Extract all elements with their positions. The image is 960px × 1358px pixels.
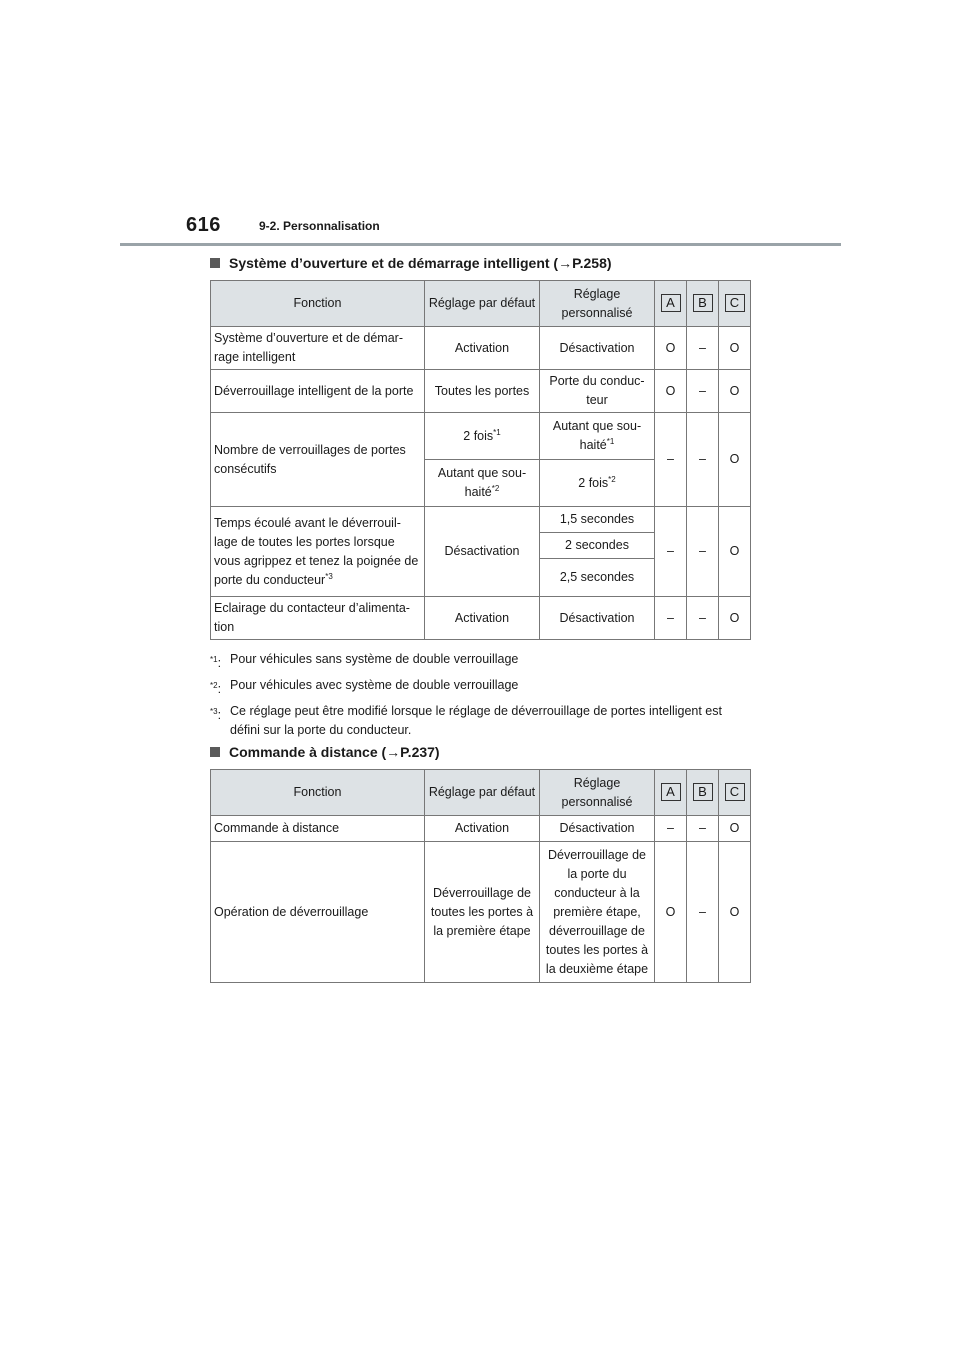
table-row — [211, 816, 751, 842]
cell-custom-text: Autant que sou-haité — [552, 419, 642, 452]
cell-c: O — [719, 370, 751, 413]
table-row — [211, 370, 751, 413]
column-header-b — [687, 281, 719, 327]
cell-custom: Déverrouillage de la porte du conducteur à la première étape, déverrouillage de toutes les portes à la deuxième étape — [540, 842, 655, 983]
footnote-marker: $^{*2}$: — [210, 681, 222, 697]
cell-custom: 2 secondes — [540, 533, 655, 559]
footnote-2 — [210, 676, 755, 699]
cell-a: – — [655, 816, 687, 842]
footnote-text: Pour véhicules sans système de double verrouillage — [230, 652, 519, 666]
cell-custom-text: 2 fois — [578, 475, 609, 490]
footnote-text: Pour véhicules avec système de double verrouillage — [230, 678, 519, 693]
cell-fonction — [211, 507, 425, 597]
letter-c-box: C — [725, 783, 745, 801]
cell-c: O — [719, 507, 751, 597]
table-row — [211, 327, 751, 370]
cell-c: O — [719, 327, 751, 370]
cell-a: – — [655, 413, 687, 507]
cell-c: O — [719, 413, 751, 507]
cell-b: – — [687, 842, 719, 983]
settings-table-smart-entry — [210, 280, 751, 640]
letter-b-box: B — [693, 294, 713, 312]
table-row — [211, 842, 751, 983]
cell-default: Toutes les portes — [425, 370, 540, 413]
cell-fonction-text: Temps écoulé avant le déverrouil-lage de toutes les portes lorsque vous agrippez et tenez la poignée de porte du conducteur — [214, 515, 419, 587]
section-heading-remote — [210, 744, 440, 760]
cell-b: – — [687, 597, 719, 640]
footnote-ref: *2 — [491, 483, 500, 493]
settings-table-remote — [210, 769, 751, 983]
cell-default-text: 2 fois — [463, 428, 494, 443]
column-header-b — [687, 770, 719, 816]
page-number: 616 — [186, 214, 221, 236]
cell-a: – — [655, 507, 687, 597]
letter-c-box: C — [725, 294, 745, 312]
column-header-custom: Réglage personnalisé — [540, 281, 655, 327]
column-header-c — [719, 770, 751, 816]
footnote-marker-text: *1 — [210, 655, 218, 664]
footnote-marker: $^{*1}$: — [210, 655, 222, 671]
column-header-a — [655, 281, 687, 327]
column-header-fonction: Fonction — [211, 281, 425, 327]
cell-c: O — [719, 816, 751, 842]
cell-custom — [540, 413, 655, 460]
cell-fonction: Commande à distance — [211, 816, 425, 842]
cell-a: O — [655, 370, 687, 413]
cell-a: O — [655, 842, 687, 983]
column-header-custom: Réglage personnalisé — [540, 770, 655, 816]
cell-fonction: Eclairage du contacteur d’alimenta-tion — [211, 597, 425, 640]
cell-c: O — [719, 597, 751, 640]
cell-custom — [540, 460, 655, 507]
table-header-row — [211, 770, 751, 816]
cell-default: Déverrouillage de toutes les portes à la première étape — [425, 842, 540, 983]
cell-default-text: Autant que sou-haité — [437, 466, 527, 499]
cell-default — [425, 413, 540, 460]
footnote-1 — [210, 650, 755, 673]
footnote-ref: *1 — [606, 436, 615, 446]
cell-default: Activation — [425, 327, 540, 370]
cell-custom: 2,5 secondes — [540, 559, 655, 597]
cell-fonction: Déverrouillage intelligent de la porte — [211, 370, 425, 413]
cell-custom: Désactivation — [540, 327, 655, 370]
cell-fonction: Système d’ouverture et de démar-rage intelligent — [211, 327, 425, 370]
cell-custom: Porte du conduc-teur — [540, 370, 655, 413]
letter-b-box: B — [693, 783, 713, 801]
letter-a-box: A — [661, 783, 681, 801]
cell-default: Désactivation — [425, 507, 540, 597]
cell-b: – — [687, 370, 719, 413]
cell-custom: 1,5 secondes — [540, 507, 655, 533]
table-row — [211, 597, 751, 640]
footnote-marker: $^{*3}$: — [210, 707, 222, 723]
cell-a: – — [655, 597, 687, 640]
cell-b: – — [687, 507, 719, 597]
footnote-text: Ce réglage peut être modifié lorsque le réglage de déverrouillage de portes intelligent est défini sur la porte du conducteur. — [230, 704, 722, 738]
header-divider — [120, 243, 841, 246]
column-header-fonction: Fonction — [211, 770, 425, 816]
cell-a: O — [655, 327, 687, 370]
cell-fonction: Nombre de verrouillages de portes consécutifs — [211, 413, 425, 507]
column-header-default: Réglage par défaut — [425, 770, 540, 816]
cell-fonction: Opération de déverrouillage — [211, 842, 425, 983]
section-title: 9-2. Personnalisation — [259, 219, 380, 233]
cell-b: – — [687, 327, 719, 370]
section-heading-text: Commande à distance (→P.237) — [229, 744, 440, 760]
bullet-square-icon — [210, 258, 220, 268]
cell-default — [425, 460, 540, 507]
cell-default: Activation — [425, 597, 540, 640]
cell-default: Activation — [425, 816, 540, 842]
footnotes — [210, 650, 755, 743]
footnote-marker-text: *2 — [210, 681, 218, 691]
section-heading-smart-entry — [210, 255, 612, 271]
cell-custom: Désactivation — [540, 816, 655, 842]
letter-a-box: A — [661, 294, 681, 312]
column-header-default: Réglage par défaut — [425, 281, 540, 327]
column-header-c — [719, 281, 751, 327]
footnote-ref: *1 — [493, 427, 501, 437]
footnote-3 — [210, 702, 755, 740]
footnote-marker-text: *3 — [210, 707, 218, 717]
table-row — [211, 507, 751, 533]
table-header-row — [211, 281, 751, 327]
table-row — [211, 413, 751, 460]
footnote-ref: *3 — [325, 571, 333, 581]
cell-b: – — [687, 413, 719, 507]
cell-b: – — [687, 816, 719, 842]
section-heading-text: Système d’ouverture et de démarrage intelligent (→P.258) — [229, 255, 612, 271]
cell-custom: Désactivation — [540, 597, 655, 640]
column-header-a — [655, 770, 687, 816]
footnote-ref: *2 — [608, 474, 616, 484]
cell-c: O — [719, 842, 751, 983]
bullet-square-icon — [210, 747, 220, 757]
